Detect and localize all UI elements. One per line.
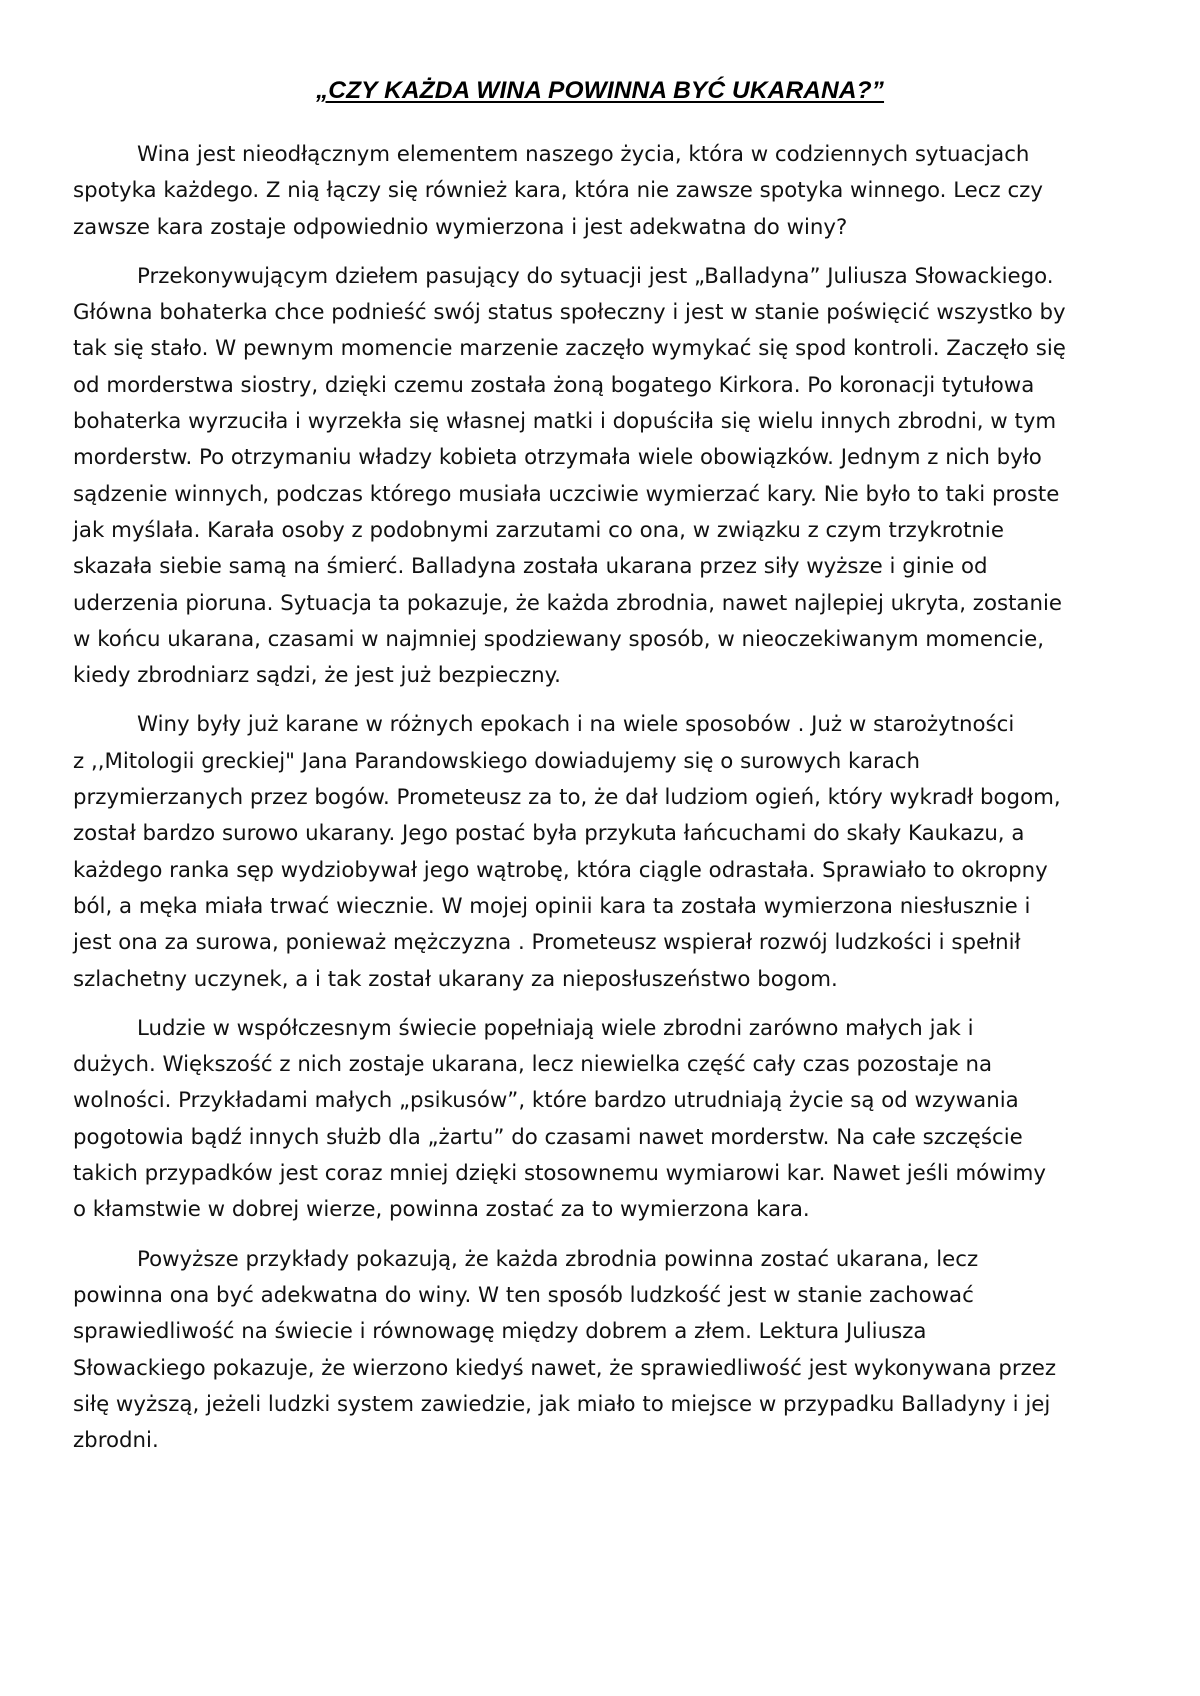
text-line: tak się stało. W pewnym momencie marzenie zaczęło wymykać się spod kontroli. Zaczęło się	[73, 336, 1066, 362]
text-line: ból, a męka miała trwać wiecznie. W mojej opinii kara ta została wymierzona niesłusznie i	[73, 893, 1031, 919]
text-line: sądzenie winnych, podczas którego musiała uczciwie wymierzać kary. Nie było to taki proste	[73, 481, 1060, 507]
text-line: Przekonywującym dziełem pasujący do sytuacji jest „Balladyna” Juliusza Słowackiego.	[137, 263, 1054, 289]
text-line: morderstw. Po otrzymaniu władzy kobieta otrzymała wiele obowiązków. Jednym z nich było	[73, 445, 1042, 471]
text-line: bohaterka wyrzuciła i wyrzekła się własnej matki i dopuściła się wielu innych zbrodni, w tym	[73, 409, 1057, 435]
text-line: zbrodni.	[73, 1428, 159, 1454]
text-line: Ludzie w współczesnym świecie popełniają wiele zbrodni zarówno małych jak i	[137, 1015, 974, 1041]
essay-body	[73, 137, 1137, 1472]
text-line: takich przypadków jest coraz mniej dzięki stosownemu wymiarowi kar. Nawet jeśli mówimy	[73, 1161, 1046, 1187]
text-line: Wina jest nieodłącznym elementem naszego życia, która w codziennych sytuacjach	[137, 142, 1030, 167]
text-line: w końcu ukarana, czasami w najmniej spodziewany sposób, w nieoczekiwanym momencie,	[73, 626, 1044, 652]
text-line: Powyższe przykłady pokazują, że każda zbrodnia powinna zostać ukarana, lecz	[137, 1246, 979, 1272]
paragraph-2	[73, 259, 1137, 695]
text-line: został bardzo surowo ukarany. Jego postać była przykuta łańcuchami do skały Kaukazu, a	[73, 821, 1025, 847]
paragraph-4	[73, 1011, 1137, 1229]
text-line: siłę wyższą, jeżeli ludzki system zawiedzie, jak miało to miejsce w przypadku Balladyny i jej	[73, 1391, 1051, 1417]
text-line: każdego ranka sęp wydziobywał jego wątrobę, która ciągle odrastała. Sprawiało to okropny	[73, 857, 1048, 883]
text-line: zawsze kara zostaje odpowiednio wymierzona i jest adekwatna do winy?	[73, 214, 848, 240]
text-line: szlachetny uczynek, a i tak został ukarany za nieposłuszeństwo bogom.	[73, 966, 838, 992]
text-line: pogotowia bądź innych służb dla „żartu” do czasami nawet morderstw. Na całe szczęście	[73, 1124, 1023, 1150]
paragraph-1	[73, 137, 1137, 246]
text-line: jest ona za surowa, ponieważ mężczyzna . Prometeusz wspierał rozwój ludzkości i spełnił	[73, 930, 1021, 956]
text-line: powinna ona być adekwatna do winy. W ten sposób ludzkość jest w stanie zachować	[73, 1282, 974, 1308]
essay-title: „CZY KAŻDA WINA POWINNA BYĆ UKARANA?”	[315, 77, 885, 104]
paragraph-3	[73, 707, 1137, 997]
paragraph-5	[73, 1242, 1137, 1460]
text-line: spotyka każdego. Z nią łączy się również kara, która nie zawsze spotyka winnego. Lecz czy	[73, 178, 1043, 204]
text-line: przymierzanych przez bogów. Prometeusz za to, że dał ludziom ogień, który wykradł bogom,	[73, 785, 1061, 811]
text-line: wolności. Przykładami małych „psikusów”, które bardzo utrudniają życie są od wzywania	[73, 1088, 1019, 1114]
text-line: o kłamstwie w dobrej wierze, powinna zostać za to wymierzona kara.	[73, 1197, 810, 1223]
text-line: Główna bohaterka chce podnieść swój status społeczny i jest w stanie poświęcić wszystko by	[73, 300, 1066, 326]
text-line: kiedy zbrodniarz sądzi, że jest już bezpieczny.	[73, 663, 561, 689]
text-line: jak myślała. Karała osoby z podobnymi zarzutami co ona, w związku z czym trzykrotnie	[73, 517, 1004, 543]
text-line: sprawiedliwość na świecie i równowagę między dobrem a złem. Lektura Juliusza	[73, 1319, 927, 1345]
text-line: z ,,Mitologii greckiej" Jana Parandowskiego dowiadujemy się o surowych karach	[73, 748, 921, 774]
text-line: dużych. Większość z nich zostaje ukarana, lecz niewielka część cały czas pozostaje na	[73, 1052, 993, 1078]
text-line: Winy były już karane w różnych epokach i na wiele sposobów . Już w starożytności	[137, 712, 1015, 738]
text-line: Słowackiego pokazuje, że wierzono kiedyś nawet, że sprawiedliwość jest wykonywana przez	[73, 1355, 1057, 1381]
text-line: skazała siebie samą na śmierć. Balladyna została ukarana przez siły wyższe i ginie od	[73, 554, 988, 580]
text-line: uderzenia pioruna. Sytuacja ta pokazuje, że każda zbrodnia, nawet najlepiej ukryta, zostanie	[73, 590, 1062, 616]
text-line: od morderstwa siostry, dzięki czemu została żoną bogatego Kirkora. Po koronacji tytułowa	[73, 372, 1035, 398]
